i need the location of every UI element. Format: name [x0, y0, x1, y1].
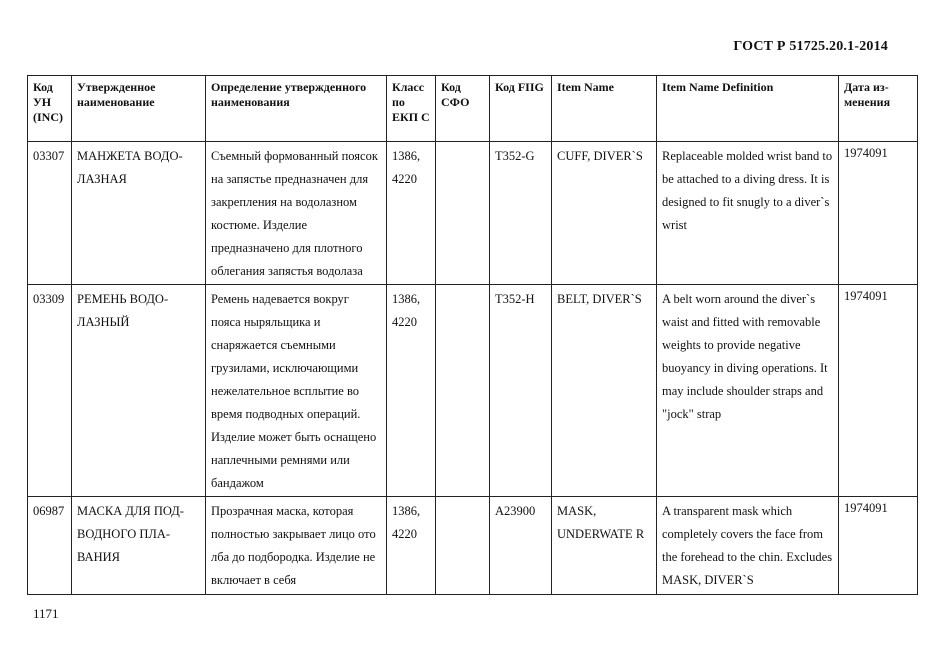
cell-item-definition: Replaceable molded wrist band to be attached to a diving dress. It is designed to fit snugly to a diver`s wrist — [657, 142, 839, 285]
column-header: Класс по ЕКП С — [387, 76, 436, 142]
cell-name: РЕМЕНЬ ВОДО-ЛАЗНЫЙ — [72, 285, 206, 497]
cell-sfo — [436, 142, 490, 285]
cell-class: 1386, 4220 — [387, 285, 436, 497]
column-header: Код СФО — [436, 76, 490, 142]
cell-name: МАСКА ДЛЯ ПОД-ВОДНОГО ПЛА-ВАНИЯ — [72, 497, 206, 595]
cell-sfo — [436, 285, 490, 497]
column-header: Определение утвержденного наименования — [206, 76, 387, 142]
cell-fiig: A23900 — [490, 497, 552, 595]
catalog-table — [27, 75, 918, 595]
cell-item-definition: A belt worn around the diver`s waist and fitted with removable weights to provide negative buoyancy in diving operations. It may include shoulder straps and "jock" strap — [657, 285, 839, 497]
cell-definition: Съемный формованный поясок на запястье предназначен для закрепления на водолазном костюме. Изделие предназначено для плотного облегания запястья водолаза — [206, 142, 387, 285]
cell-code: 03309 — [28, 285, 72, 497]
document-standard-code: ГОСТ Р 51725.20.1-2014 — [733, 39, 888, 54]
column-header: Item Name Definition — [657, 76, 839, 142]
cell-definition: Ремень надевается вокруг пояса ныряльщика и снаряжается съемными грузилами, исключающими нежелательное всплытие во время подводных операций. Изделие может быть оснащено наплечными ремнями или бандажом — [206, 285, 387, 497]
column-header: Код УН (INC) — [28, 76, 72, 142]
column-header: Код FIIG — [490, 76, 552, 142]
cell-code: 03307 — [28, 142, 72, 285]
cell-class: 1386, 4220 — [387, 142, 436, 285]
cell-sfo — [436, 497, 490, 595]
cell-item-name: MASK, UNDERWATE R — [552, 497, 657, 595]
cell-item-definition: A transparent mask which completely covers the face from the forehead to the chin. Excludes MASK, DIVER`S — [657, 497, 839, 595]
table-header-row — [28, 76, 918, 142]
table-row — [28, 285, 918, 497]
cell-name: МАНЖЕТА ВОДО-ЛАЗНАЯ — [72, 142, 206, 285]
column-header: Дата из-менения — [839, 76, 918, 142]
cell-date: 1974091 — [839, 497, 918, 595]
cell-class: 1386, 4220 — [387, 497, 436, 595]
cell-date: 1974091 — [839, 285, 918, 497]
cell-fiig: T352-G — [490, 142, 552, 285]
column-header: Item Name — [552, 76, 657, 142]
column-header: Утвержденное наименование — [72, 76, 206, 142]
cell-definition: Прозрачная маска, которая полностью закрывает лицо ото лба до подбородка. Изделие не включает в себя — [206, 497, 387, 595]
cell-code: 06987 — [28, 497, 72, 595]
cell-fiig: T352-H — [490, 285, 552, 497]
cell-item-name: BELT, DIVER`S — [552, 285, 657, 497]
page-number: 1171 — [33, 606, 59, 621]
table-row — [28, 142, 918, 285]
cell-date: 1974091 — [839, 142, 918, 285]
table-row — [28, 497, 918, 595]
cell-item-name: CUFF, DIVER`S — [552, 142, 657, 285]
